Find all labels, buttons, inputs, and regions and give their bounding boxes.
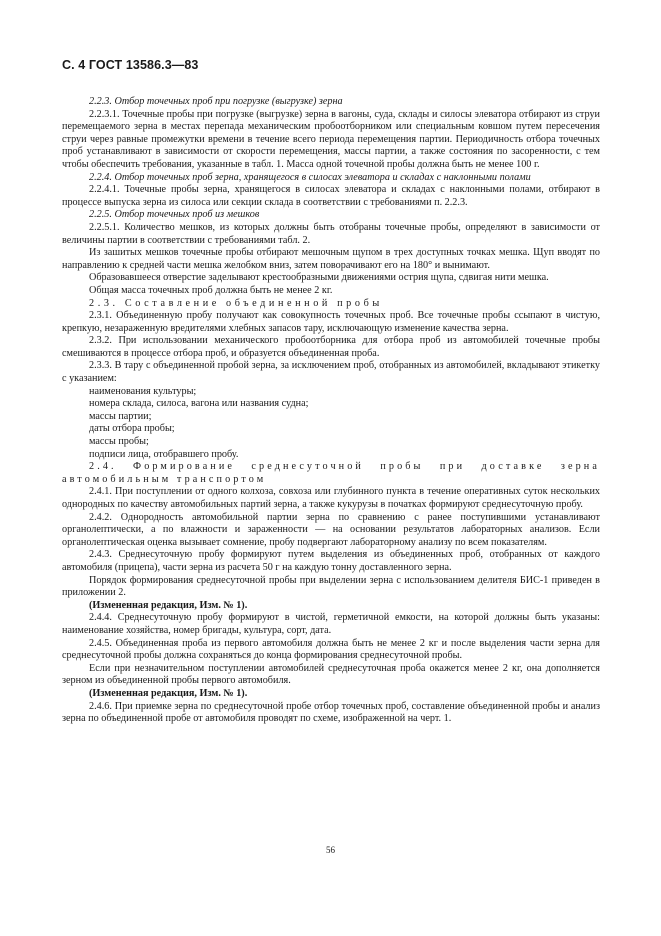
page-header: С. 4 ГОСТ 13586.3—83 [62, 58, 199, 72]
label-list [62, 386, 600, 462]
paragraph: 2.2.4.1. Точечные пробы зерна, хранящегося в силосах элеватора и складах с наклонными полами, отбирают в процессе выпуска зерна из силоса или секции склада в соответствии с требованиями п. 2.2.3. [62, 184, 600, 208]
list-item: даты отбора пробы; [89, 423, 175, 435]
text-block-1 [62, 96, 600, 386]
document-page [62, 58, 600, 726]
list-item: наименования культуры; [89, 385, 197, 397]
paragraph: 2.2.3. Отбор точечных проб при погрузке (выгрузке) зерна [89, 96, 343, 107]
paragraph: (Измененная редакция, Изм. № 1). [89, 599, 248, 611]
paragraph: 2.2.3.1. Точечные пробы при погрузке (выгрузке) зерна в вагоны, суда, склады и силосы элеватора отбирают из струи перемещаемого зерна в местах перепада механическим пробоотборником или специальным ковшом путем пересечения струи через равные промежутки времени в течение всего периода перемещения партии. Периодичность отбора точечных проб устанавливают в зависимости от скорости перемещения, массы партии, а также состояния по засоренности, с тем чтобы обеспечить требования, указанные в табл. 1. Масса одной точечной пробы должна быть не менее 100 г. [62, 108, 600, 170]
paragraph: (Измененная редакция, Изм. № 1). [89, 687, 248, 699]
list-item: массы пробы; [89, 436, 149, 448]
paragraph: 2.4.5. Объединенная проба из первого автомобиля должна быть не менее 2 кг и после выделения части зерна для среднесуточной пробы должна сохраняться до конца формирования среднесуточной пробы. [62, 637, 600, 662]
paragraph: 2.4.2. Однородность автомобильной партии зерна по сравнению с ранее поступившими устанавливают органолептически, а по влажности и зараженности — на основании результатов лабораторных анализов. Если органолептическая оценка вызывает сомнение, пробу подвергают лабораторному анализу по всем показателям. [62, 511, 600, 548]
paragraph: Если при незначительном поступлении автомобилей среднесуточная проба окажется менее 2 кг, она дополняется зерном из объединенной пробы первого автомобиля. [62, 662, 600, 687]
text-block-2 [62, 461, 600, 725]
paragraph: 2.4.1. При поступлении от одного колхоза, совхоза или глубинного пункта в течение оперативных суток нескольких однородных по качеству автомобильных партий зерна, а также кукурузы в початках формируют среднесуточную пробу. [62, 486, 600, 510]
paragraph: 2.2.4. Отбор точечных проб зерна, хранящегося в силосах элеватора и складах с наклонными полами [89, 171, 531, 183]
paragraph: 2.4.6. При приемке зерна по среднесуточной пробе отбор точечных проб, составление объединенной пробы и анализ зерна по объединенной пробе от автомобиля проводят по схеме, изображенной на черт. 1. [62, 700, 600, 725]
list-item: номера склада, силоса, вагона или названия судна; [89, 398, 309, 410]
paragraph: 2.2.5.1. Количество мешков, из которых должны быть отобраны точечные пробы, определяют в зависимости от величины партии в соответствии с требованиями табл. 2. [62, 221, 600, 246]
paragraph: Образовавшееся отверстие заделывают крестообразными движениями острия щупа, сдвигая нити мешка. [89, 272, 549, 284]
list-item: массы партии; [89, 410, 152, 422]
paragraph: Общая масса точечных проб должна быть не менее 2 кг. [89, 284, 333, 296]
paragraph: 2.2.5. Отбор точечных проб из мешков [89, 209, 260, 221]
paragraph: 2.4.4. Среднесуточную пробу формируют в чистой, герметичной емкости, на которой должны быть указаны: наименование хозяйства, номер бригады, культура, сорт, дата. [62, 612, 600, 636]
paragraph: 2.4. Формирование среднесуточной пробы при доставке зерна автомобильным транспортом [62, 461, 600, 485]
paragraph: 2.4.3. Среднесуточную пробу формируют путем выделения из объединенных проб, отобранных от каждого автомобиля (прицепа), части зерна из расчета 50 г на каждую тонну доставленного зерна. [62, 549, 600, 573]
paragraph: 2.3.3. В тару с объединенной пробой зерна, за исключением проб, отобранных из автомобилей, вкладывают этикетку с указанием: [62, 360, 600, 385]
paragraph: 2.3. Составление объединенной пробы [89, 297, 383, 309]
paragraph: Порядок формирования среднесуточной пробы при выделении зерна с использованием делителя БИС-1 приведен в приложении 2. [62, 574, 600, 599]
list-item: подписи лица, отобравшего пробу. [89, 448, 239, 460]
paragraph: Из зашитых мешков точечные пробы отбирают мешочным щупом в трех доступных точках мешка. Щуп вводят по направлению к средней части мешка желобком вниз, затем поворачивают его на 180° и вынимают. [62, 247, 600, 271]
paragraph: 2.3.1. Объединенную пробу получают как совокупность точечных проб. Все точечные пробы ссыпают в чистую, крепкую, незараженную вредителями хлебных запасов тару, исключающую изменение качества зерна. [62, 310, 600, 334]
page-number: 56 [326, 845, 335, 855]
paragraph: 2.3.2. При использовании механического пробоотборника для отбора проб из автомобилей точечные пробы смешиваются в процессе отбора проб, и образуется объединенная проба. [62, 335, 600, 359]
